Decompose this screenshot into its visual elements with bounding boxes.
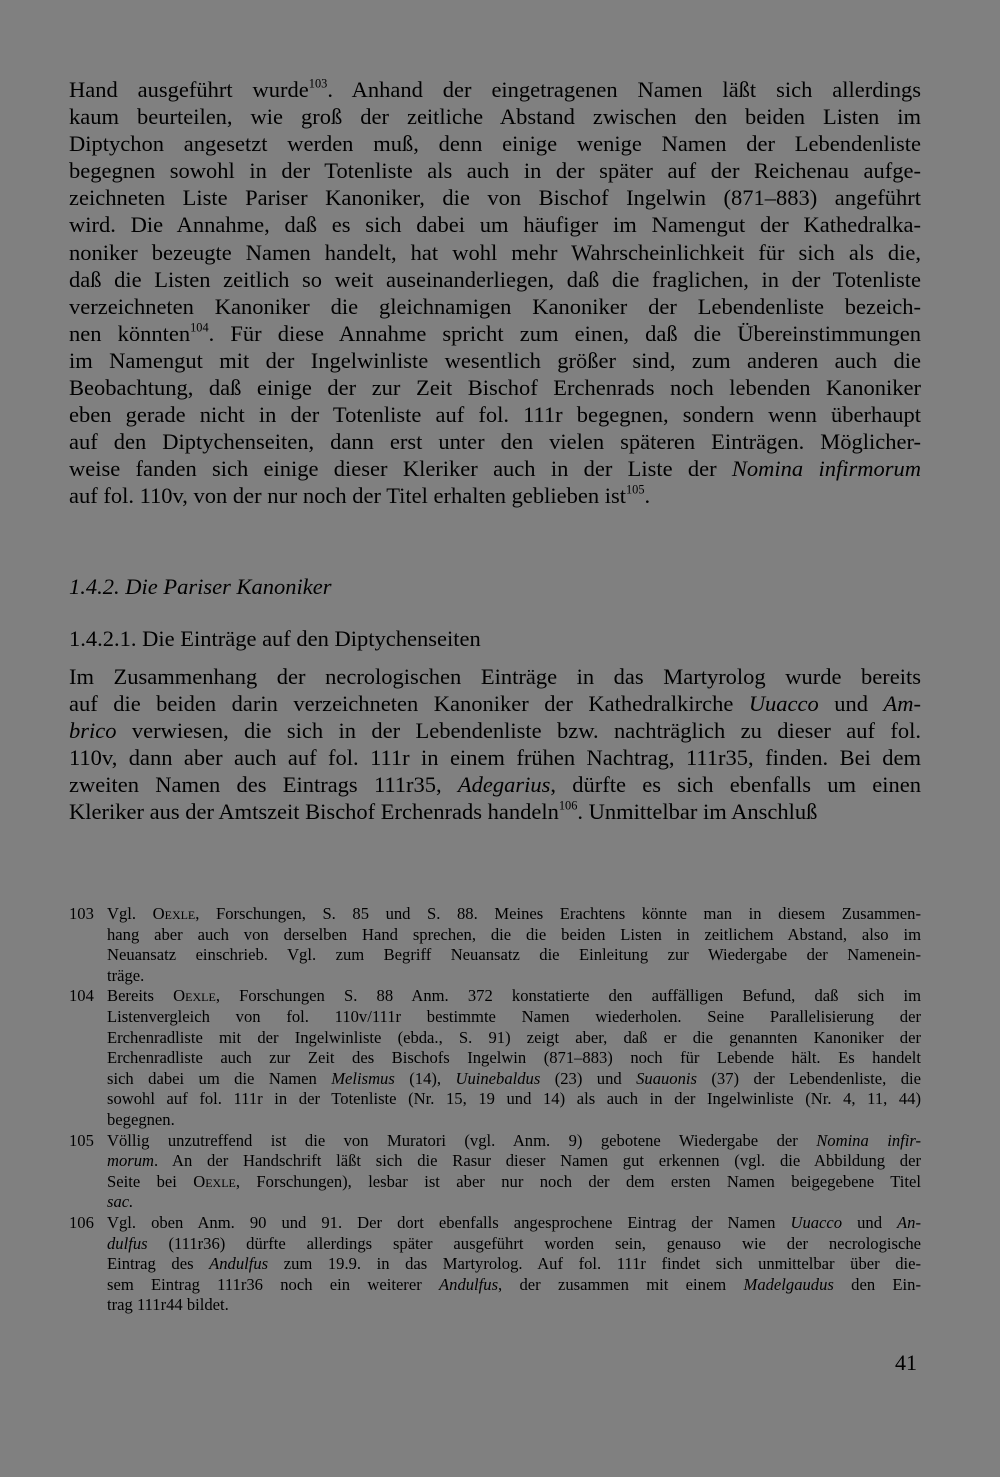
footnote (69, 904, 921, 986)
footnote-line: Erchenradliste auch zur Zeit des Bischofs Ingelwin (871–883) noch für Lebende hält. Es handelt (107, 1048, 921, 1068)
paragraph-line: Beobachtung, daß einige der zur Zeit Bischof Erchenrads noch lebenden Kanoniker (69, 375, 921, 401)
footnote-line: dulfus (111r36) dürfte allerdings später ausgeführt worden sein, genauso wie der necrologische (107, 1233, 921, 1253)
footnote-line: Bereits Oexle, Forschungen S. 88 Anm. 372 konstatierte den auffälligen Befund, daß sich im (107, 986, 922, 1006)
footnote (69, 1213, 921, 1316)
footnote-line: Völlig unzutreffend ist die von Muratori (vgl. Anm. 9) gebotene Wiedergabe der Nomina infir- (107, 1130, 922, 1150)
main-text (69, 76, 921, 510)
footnote-line: Vgl. oben Anm. 90 und 91. Der dort ebenfalls angesprochene Eintrag der Namen Uuacco und An- (107, 1212, 922, 1232)
footnote-line: sem Eintrag 111r36 noch ein weiterer Andulfus, der zusammen mit einem Madelgaudus den Ein- (107, 1274, 921, 1294)
footnote-line: Vgl. Oexle, Forschungen, S. 85 und S. 88. Meines Erachtens könnte man in diesem Zusammen- (107, 904, 921, 923)
footnotes (69, 904, 921, 1316)
paragraph-line: zweiten Namen des Eintrags 111r35, Adegarius, dürfte es sich ebenfalls um einen (69, 772, 921, 798)
footnote-line: hang aber auch von derselben Hand sprechen, die die beiden Listen in zeitlichem Abstand, also im (107, 924, 921, 944)
footnote-line: sowohl auf fol. 111r in der Totenliste (Nr. 15, 19 und 14) als auch in der Ingelwinliste (Nr. 4, 11, 44) (107, 1089, 921, 1109)
footnote-line: trag 111r44 bildet. (107, 1295, 229, 1315)
paragraph-line: weise fanden sich einige dieser Kleriker auch in der Liste der Nomina infirmorum (69, 456, 921, 482)
paragraph-line: 110v, dann aber auch auf fol. 111r in einem frühen Nachtrag, 111r35, finden. Bei dem (69, 745, 921, 771)
paragraph-line: brico verwiesen, die sich in der Lebendenliste bzw. nachträglich zu dieser auf fol. (69, 718, 921, 744)
paragraph-line: kaum beurteilen, wie groß der zeitliche Abstand zwischen den beiden Listen im (69, 104, 921, 130)
paragraph-line: auf den Diptychenseiten, dann erst unter den vielen späteren Einträgen. Möglicher- (69, 429, 921, 455)
section-heading: 1.4.2. Die Pariser Kanoniker (69, 574, 332, 599)
footnote-line: träge. (107, 965, 145, 985)
paragraph-line: begegnen sowohl in der Totenliste als auch in der später auf der Reichenau aufge- (69, 158, 921, 184)
paragraph-line: im Namengut mit der Ingelwinliste wesentlich größer sind, zum anderen auch die (69, 347, 921, 373)
footnote-line: sich dabei um die Namen Melismus (14), Uuinebaldus (23) und Suauonis (37) der Lebendenliste, die (107, 1068, 922, 1088)
paragraph-line: eben gerade nicht in der Totenliste auf fol. 111r begegnen, sondern wenn überhaupt (69, 402, 921, 428)
footnote-line: Listenvergleich von fol. 110v/111r bestimmte Namen wiederholen. Seine Parallelisierung der (107, 1006, 921, 1026)
footnote-line: sac. (107, 1192, 134, 1212)
paragraph-line: wird. Die Annahme, daß es sich dabei um häufiger im Namengut der Kathedralka- (69, 212, 921, 238)
paragraph-line: auf die beiden darin verzeichneten Kanoniker der Kathedralkirche Uuacco und Am- (69, 691, 922, 717)
footnote-line: begegnen. (107, 1109, 175, 1129)
paragraph-line: Im Zusammenhang der necrologischen Einträge in das Martyrolog wurde bereits (69, 664, 921, 689)
footnote (69, 1131, 921, 1213)
paragraph-line: Diptychon angesetzt werden muß, denn einige wenige Namen der Lebendenliste (69, 131, 921, 157)
page-number: 41 (895, 1350, 917, 1375)
paragraph-line: verzeichneten Kanoniker die gleichnamigen Kanoniker der Lebendenliste bezeich- (69, 293, 921, 319)
paragraph-line: Hand ausgeführt wurde$^{103}$. Anhand der eingetragenen Namen läßt sich allerdings (69, 76, 921, 102)
footnote-number: 105 (69, 1130, 94, 1150)
footnote-line: Neuansatz einschrieb. Vgl. zum Begriff Neuansatz die Einleitung zur Wiedergabe der Namenein- (107, 945, 921, 965)
paragraph-line: daß die Listen zeitlich so weit auseinanderliegen, daß die fraglichen, in der Totenliste (69, 266, 921, 292)
footnote-line: Seite bei Oexle, Forschungen), lesbar ist aber nur noch der dem ersten Namen beigegebene Titel (107, 1171, 921, 1191)
footnote-number: 106 (69, 1212, 94, 1232)
paragraph-line: Kleriker aus der Amtszeit Bischof Erchenrads handeln$^{106}$. Unmittelbar im Anschluß (69, 799, 818, 825)
subsection-text (69, 663, 921, 826)
footnote-number: 103 (69, 904, 94, 923)
footnote-line: Eintrag des Andulfus zum 19.9. in das Martyrolog. Auf fol. 111r findet sich unmittelbar über die- (107, 1254, 922, 1274)
paragraph-line: nen könnten$^{104}$. Für diese Annahme spricht zum einen, daß die Übereinstimmungen (69, 320, 921, 346)
footnote (69, 986, 921, 1130)
paragraph-line: auf fol. 110v, von der nur noch der Titel erhalten geblieben ist$^{105}$. (69, 483, 651, 509)
footnote-line: Erchenradliste mit der Ingelwinliste (ebda., S. 91) zeigt aber, daß er die genannten Kanoniker der (107, 1027, 921, 1047)
footnote-line: morum. An der Handschrift läßt sich die Rasur dieser Namen gut erkennen (vgl. die Abbildung der (107, 1151, 921, 1171)
footnote-number: 104 (69, 986, 94, 1006)
paragraph-line: zeichneten Liste Pariser Kanoniker, die von Bischof Ingelwin (871–883) angeführt (69, 185, 921, 211)
subsection-heading: 1.4.2.1. Die Einträge auf den Diptychenseiten (69, 626, 481, 651)
paragraph-line: noniker bezeugte Namen handelt, hat wohl mehr Wahrscheinlichkeit für sich als die, (69, 239, 921, 265)
